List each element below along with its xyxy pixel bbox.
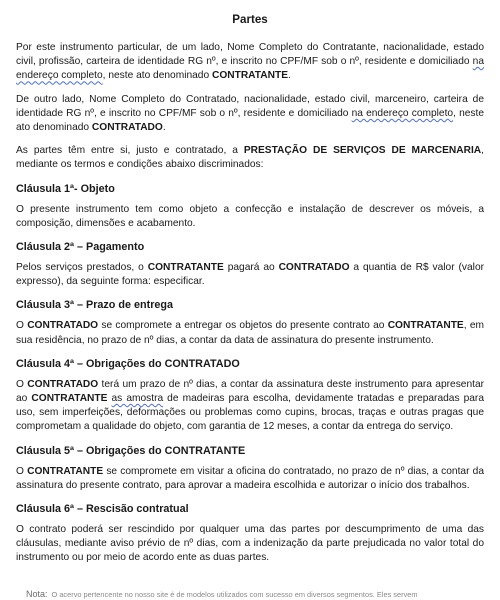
other-side-text-3: . [162,122,166,134]
footer-note-text: O acervo pertencente no nosso site é de modelos utilizados com sucesso em diversos segmentos. Eles servem [51,590,418,599]
agreement-paragraph [16,144,484,172]
other-side-address-placeholder: na endereço completo [351,107,454,119]
intro-paragraph [16,41,484,84]
contract-body [16,0,484,566]
other-side-party-name: CONTRATADO [91,122,163,134]
clause-2-contratado: CONTRATADO [278,262,350,274]
agreement-text-2: , mediante os termos e condições abaixo discriminados: [16,145,485,171]
other-side-text-1: De outro lado, Nome Completo do Contratado, nacionalidade, estado civil, marceneiro, carteira de identidade RG nº, e inscrito no CPF/MF sob o nº, residente e domiciliado [16,93,484,119]
clause-3-heading: Cláusula 3ª – Prazo de entrega [16,299,174,312]
title-first-letter: P [232,13,240,26]
clause-4-text-4: de madeiras para escolha, devidamente tratadas e preparadas para uso, sem imperfeições, deformações ou problemas como cupins, brocas, traças e outras pragas que comprometam a qualidade do objeto, com garantia de 12 meses, a contar da entrega do serviço. [16,393,484,433]
clause-5-contratante: CONTRATANTE [27,465,104,477]
agreement-service-name: PRESTAÇÃO DE SERVIÇOS DE MARCENARIA [243,145,482,157]
clause-3-text-3: , em sua residência, no prazo de nº dias, a contar da data de assinatura do presente instrumento. [16,320,484,346]
document-title [16,13,484,27]
other-side-text-2: , neste ato denominado [16,107,484,134]
clause-3-contratado: CONTRATADO [27,320,99,332]
clause-4-sample-phrase: as amostra [111,393,164,405]
clause-1-text: O presente instrumento tem como objeto a confecção e instalação de descrever os móveis, a composição, dimensões e acabamento. [16,203,484,229]
footer-note-label: Nota: [26,589,48,599]
clause-4-heading: Cláusula 4ª – Obrigações do CONTRATADO [16,357,240,370]
clause-2-text-2: pagará ao [223,262,279,274]
clause-4-text-2: terá um prazo de nº dias, a contar da assinatura deste instrumento para apresentar ao [16,378,485,405]
clause-4-paragraph [16,378,484,435]
clause-5-heading: Cláusula 5ª – Obrigações do CONTRATANTE [16,444,246,457]
clause-2-paragraph [16,261,484,289]
clause-5-text-1: O [16,465,28,477]
clause-3-text-2: se compromete a entregar os objetos do presente contrato ao [98,320,388,332]
intro-party-name: CONTRATANTE [211,70,288,82]
clause-1-heading: Cláusula 1ª- Objeto [16,182,115,195]
clause-3-paragraph [16,319,484,347]
clause-2-text-1: Pelos serviços prestados, o [16,262,148,274]
footer-note [26,589,496,600]
intro-address-placeholder: na endereço completo [16,56,484,82]
clause-6-heading: Cláusula 6ª – Rescisão contratual [16,503,189,516]
clause-4-contratado: CONTRATADO [27,378,99,390]
clause-4-text-1: O [16,378,28,390]
intro-text-2: , neste ato denominado [102,70,212,82]
clause-5-paragraph [16,465,484,493]
clause-2-contratante: CONTRATANTE [147,262,224,274]
clause-2-heading: Cláusula 2ª – Pagamento [16,241,145,254]
agreement-text-1: As partes têm entre si, justo e contratado, a [16,145,244,157]
title-rest: artes [240,13,268,26]
clause-2-text-3: a quantia de R$ valor (valor expresso), da seguinte forma: especificar. [16,262,485,288]
clause-4-contratante: CONTRATANTE [31,393,108,405]
clause-5-text-2: se compromete em visitar a oficina do contratado, no prazo de nº dias, a contar da assinatura do presente contrato, para aprovar a madeira escolhida e autorizar o início dos trabalhos. [16,465,484,491]
clause-3-text-1: O [16,320,28,332]
intro-text-1: Por este instrumento particular, de um lado, Nome Completo do Contratante, nacionalidade, estado civil, profissão, carteira de identidade RG nº, e inscrito no CPF/MF sob o nº, residente e domiciliado [16,42,484,68]
intro-text-3: . [288,70,291,82]
other-side-paragraph [16,93,484,136]
clause-6-text: O contrato poderá ser rescindido por qualquer uma das partes por descumprimento de uma das cláusulas, mediante aviso prévio de nº dias, com a indenização da parte prejudicada no valor total do instrumento ou por meio de acordo ente as duas partes. [16,524,484,564]
clause-3-contratante: CONTRATANTE [387,320,464,332]
